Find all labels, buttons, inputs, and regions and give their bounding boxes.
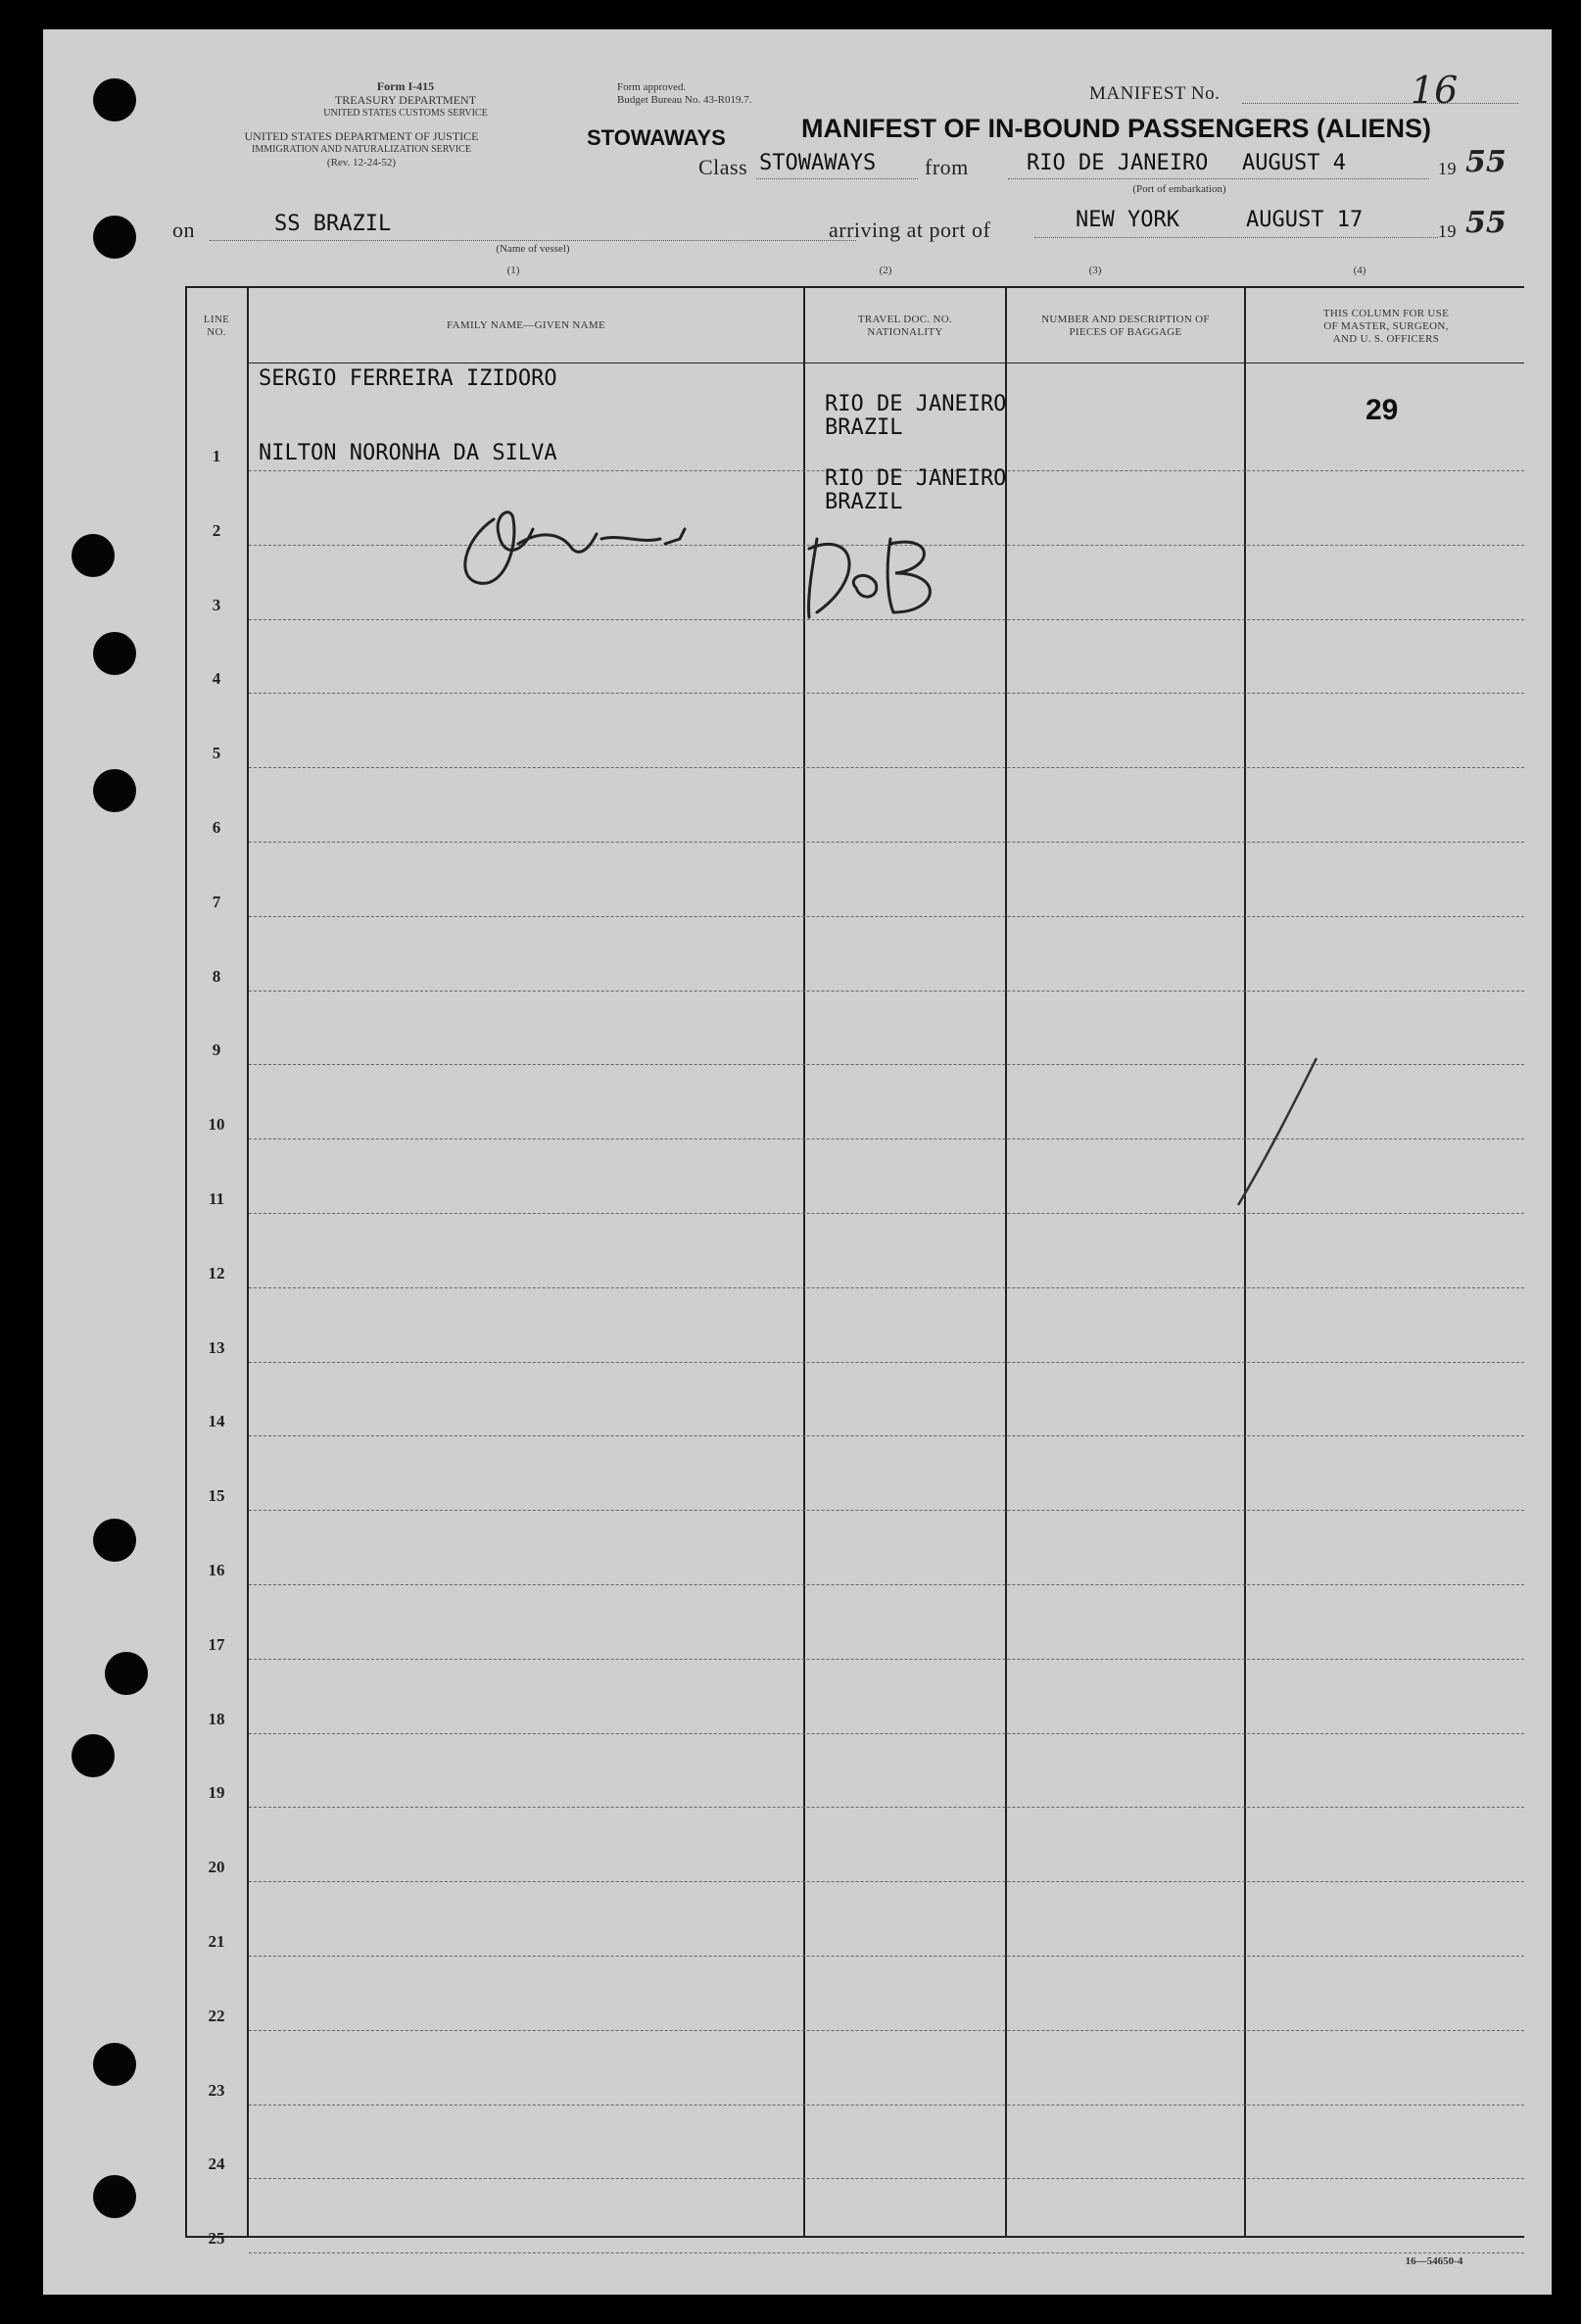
row-line [249,2105,1524,2106]
line-number-header: LINE NO. [203,314,230,339]
row-line [249,1956,1524,1957]
embark-line [1008,178,1429,179]
line-number: 15 [208,1486,225,1506]
table-left-border [185,286,187,2236]
row-line [249,1807,1524,1808]
line-number: 7 [212,892,221,911]
column-number-4: (4) [1353,265,1366,276]
row-line [249,2178,1524,2179]
class-value: STOWAWAYS [759,151,877,175]
row-line [249,1435,1524,1436]
arrival-port: NEW YORK [1076,208,1179,232]
embarkation-year: 55 [1465,145,1507,179]
row-line [249,1287,1524,1288]
manifest-number: 16 [1411,69,1459,112]
entry-1-name: SERGIO FERREIRA IZIDORO [259,366,557,391]
entry-1-officer-number: 29 [1365,394,1399,426]
baggage-column-divider [1244,286,1246,2236]
initials-mark [797,519,964,627]
binder-hole [93,632,136,675]
budget-bureau: Budget Bureau No. 43-R019.7. [617,94,752,106]
row-line [249,1659,1524,1660]
line-number: 10 [208,1115,225,1135]
officers-header: THIS COLUMN FOR USE OF MASTER, SURGEON, AND U. S. OFFICERS [1322,308,1450,346]
binder-hole [93,2043,136,2086]
row-line [249,991,1524,992]
binder-hole [105,1652,148,1695]
signature-mark [425,490,778,598]
line-number: 9 [212,1041,221,1060]
form-approved: Form approved. [617,81,687,93]
entry-1-doc-place: RIO DE JANEIRO [825,392,1007,416]
line-number: 17 [208,1634,225,1654]
column-number-1: (1) [506,265,520,276]
on-label: on [172,218,195,242]
line-number: 16 [208,1561,225,1579]
row-line [249,842,1524,843]
arrival-date: AUGUST 17 [1246,208,1364,232]
line-number: 13 [208,1337,225,1357]
table-bottom-border [185,2236,1524,2238]
stowaways-stamp: STOWAWAYS [587,125,726,150]
line-number: 2 [212,520,221,540]
row-line [249,2030,1524,2031]
ins-line: IMMIGRATION AND NATURALIZATION SERVICE [252,144,471,155]
vessel-line [210,240,856,241]
port-embark-caption: (Port of embarkation) [1132,183,1226,195]
line-number: 23 [208,2080,225,2100]
line-number: 20 [208,1858,225,1877]
line-number: 6 [212,818,221,837]
embark-year-prefix: 19 [1438,159,1457,178]
binder-hole [72,1734,115,1777]
baggage-header: NUMBER AND DESCRIPTION OF PIECES OF BAGGAGE [1041,314,1210,339]
entry-2-nationality: BRAZIL [825,490,903,514]
binder-hole [93,78,136,121]
line-number: 5 [212,744,221,763]
binder-hole [93,216,136,259]
form-number: Form I-415 [376,79,435,93]
line-number: 12 [208,1263,225,1283]
pencil-stroke [1219,1048,1336,1215]
row-line [249,1881,1524,1882]
treasury-department: TREASURY DEPARTMENT [334,93,477,107]
line-number: 22 [208,2006,225,2025]
revision: (Rev. 12-24-52) [326,157,397,169]
row-line [249,693,1524,694]
binder-hole [93,1519,136,1562]
doc-column-divider [1005,286,1007,2236]
embarkation-date: AUGUST 4 [1242,151,1346,175]
arrival-year: 55 [1465,206,1507,240]
arrival-line [1034,237,1438,238]
manifest-number-line [1242,103,1518,104]
row-line [249,767,1524,768]
line-number: 8 [212,966,221,986]
entry-2-name: NILTON NORONHA DA SILVA [259,441,557,465]
row-line [249,916,1524,917]
arrival-year-prefix: 19 [1438,221,1457,241]
department-of-justice: UNITED STATES DEPARTMENT OF JUSTICE [244,129,479,143]
line-column-divider [247,286,249,2236]
row-line [249,1584,1524,1585]
manifest-title: MANIFEST OF IN-BOUND PASSENGERS (ALIENS) [801,114,1432,143]
class-label: Class [698,155,748,179]
table-top-border [185,286,1524,288]
port-of-embarkation: RIO DE JANEIRO [1027,151,1209,175]
row-line [249,1510,1524,1511]
row-line [249,1362,1524,1363]
line-number: 3 [212,595,221,614]
entry-2-doc-place: RIO DE JANEIRO [825,466,1007,491]
manifest-label: MANIFEST No. [1089,83,1221,104]
line-number: 21 [208,1932,225,1951]
arriving-label: arriving at port of [829,218,991,242]
doc-header: TRAVEL DOC. NO. NATIONALITY [857,314,953,339]
row-line [249,1733,1524,1734]
class-line [756,178,918,179]
row-line [249,2252,1524,2253]
line-number: 18 [208,1709,225,1728]
binder-hole [93,2175,136,2218]
vessel-caption: (Name of vessel) [496,243,570,255]
line-number: 25 [208,2229,225,2249]
customs-service: UNITED STATES CUSTOMS SERVICE [323,108,488,119]
vessel-name: SS BRAZIL [274,212,392,236]
line-number: 11 [208,1189,225,1208]
line-number: 4 [212,669,221,689]
name-header: FAMILY NAME—GIVEN NAME [447,319,605,331]
footer-code: 16—54650-4 [1405,2255,1463,2267]
column-number-3: (3) [1088,265,1102,276]
line-number: 1 [212,447,221,465]
line-number: 24 [208,2155,225,2174]
column-number-2: (2) [879,265,892,276]
manifest-page [43,29,1552,2295]
from-label: from [925,155,969,179]
binder-hole [93,769,136,812]
entry-1-nationality: BRAZIL [825,415,903,440]
line-number: 14 [208,1412,225,1431]
binder-hole [72,534,115,577]
line-number: 19 [208,1783,225,1803]
